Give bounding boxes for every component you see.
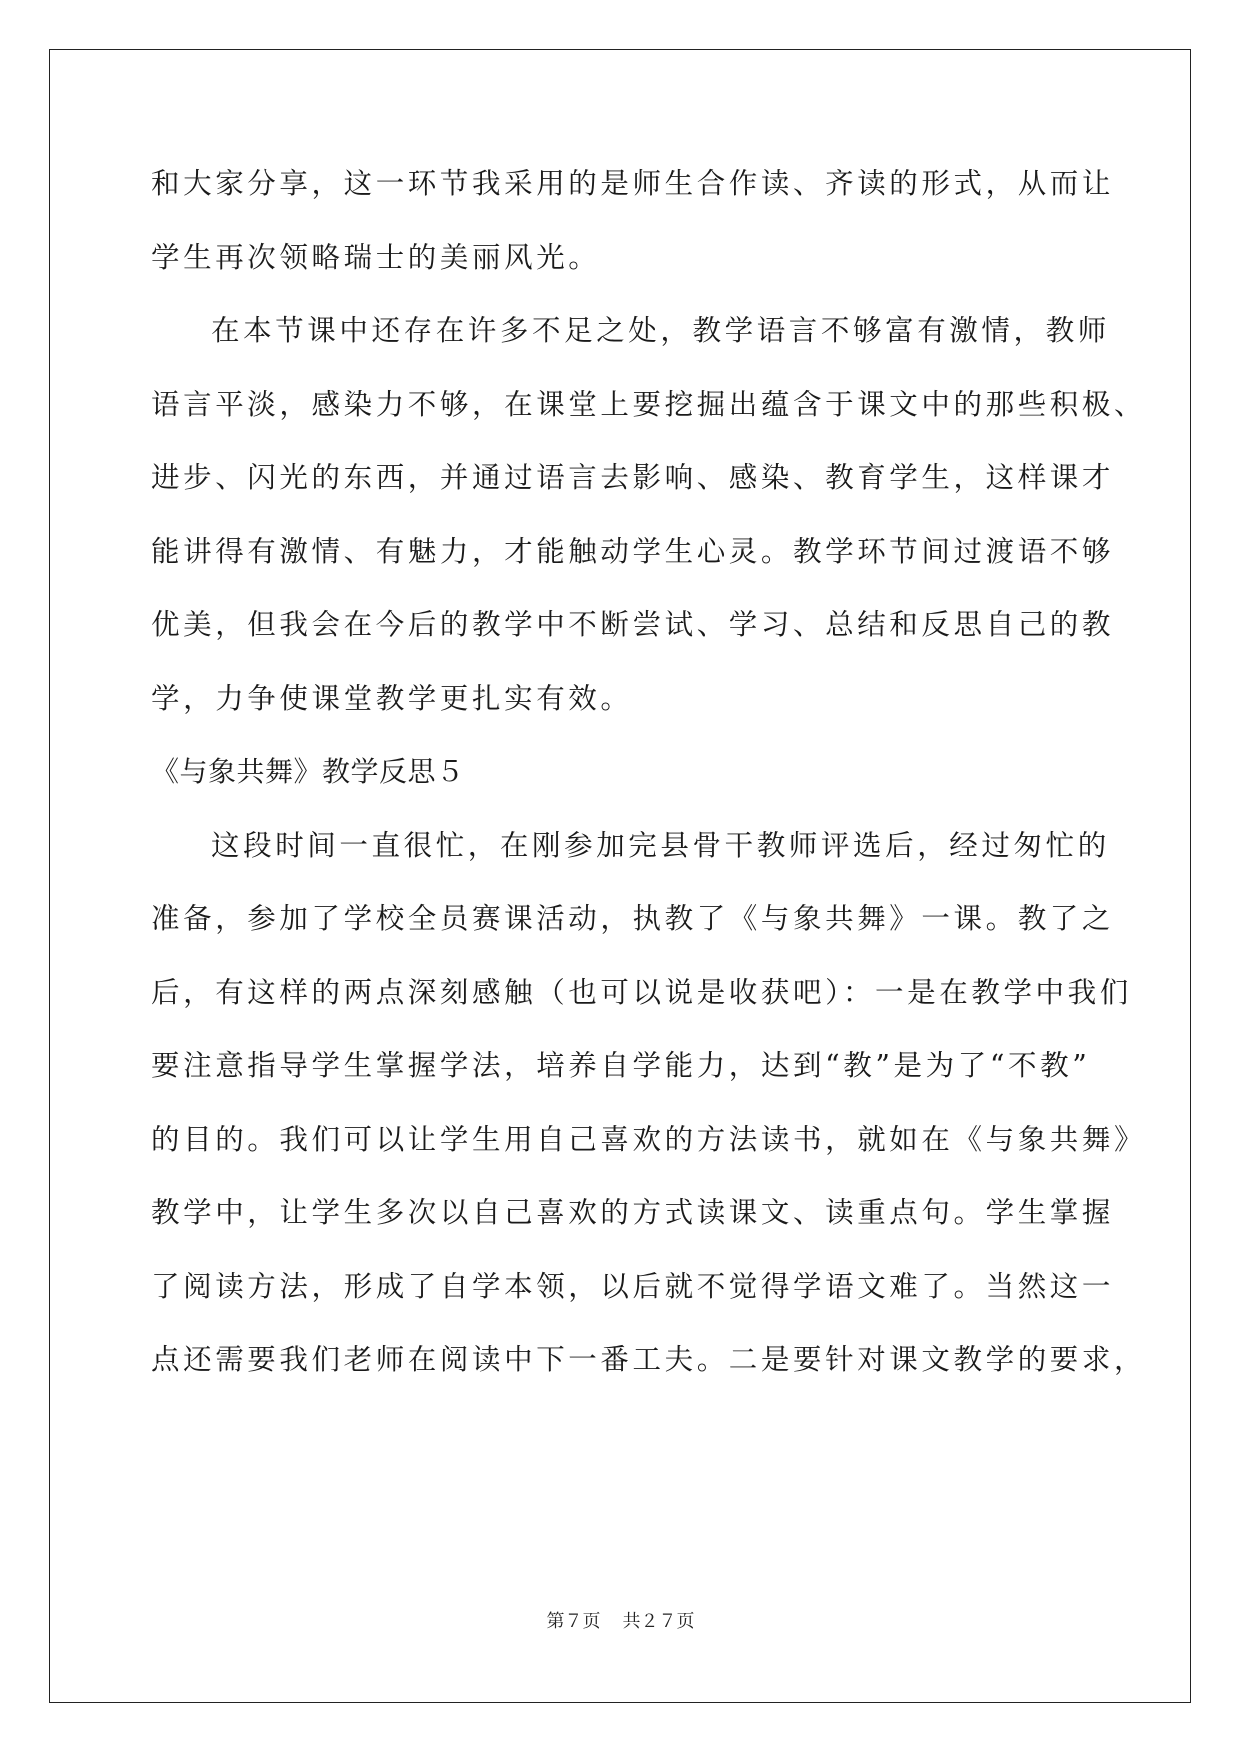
page-footer <box>0 1610 1241 1632</box>
text-line: 进步、闪光的东西，并通过语言去影响、感染、教育学生，这样课才 <box>151 461 1115 494</box>
text-line: 学，力争使课堂教学更扎实有效。 <box>151 681 633 715</box>
text-line: 这段时间一直很忙，在刚参加完县骨干教师评选后，经过匆忙的 <box>211 828 1110 862</box>
text-line: 语言平淡，感染力不够，在课堂上要挖掘出蕴含于课文中的那些积极、 <box>151 387 1147 421</box>
text-line: 学生再次领略瑞士的美丽风光。 <box>151 240 601 274</box>
text-line: 教学中，让学生多次以自己喜欢的方式读课文、读重点句。学生掌握 <box>151 1196 1115 1229</box>
page-total: 共２７页 <box>622 1611 695 1631</box>
text-line: 在本节课中还存在许多不足之处，教学语言不够富有激情，教师 <box>211 314 1110 347</box>
text-line: 后，有这样的两点深刻感触（也可以说是收获吧）：一是在教学中我们 <box>151 975 1132 1009</box>
text-line: 了阅读方法，形成了自学本领，以后就不觉得学语文难了。当然这一 <box>151 1269 1115 1303</box>
text-line: 能讲得有激情、有魅力，才能触动学生心灵。教学环节间过渡语不够 <box>151 534 1115 568</box>
text-line: 要注意指导学生掌握学法，培养自学能力，达到“教”是为了“不教” <box>151 1049 1091 1082</box>
text-line: 点还需要我们老师在阅读中下一番工夫。二是要针对课文教学的要求， <box>151 1343 1147 1376</box>
text-line: 优美，但我会在今后的教学中不断尝试、学习、总结和反思自己的教 <box>151 608 1115 641</box>
text-line: 和大家分享，这一环节我采用的是师生合作读、齐读的形式，从而让 <box>151 167 1115 200</box>
page-border <box>49 49 1191 1703</box>
text-line: 的目的。我们可以让学生用自己喜欢的方法读书，就如在《与象共舞》 <box>151 1122 1147 1156</box>
text-line: 准备，参加了学校全员赛课活动，执教了《与象共舞》一课。教了之 <box>151 902 1115 935</box>
section-heading: 《与象共舞》教学反思５ <box>151 755 465 788</box>
page-number: 第７页 <box>546 1611 601 1631</box>
